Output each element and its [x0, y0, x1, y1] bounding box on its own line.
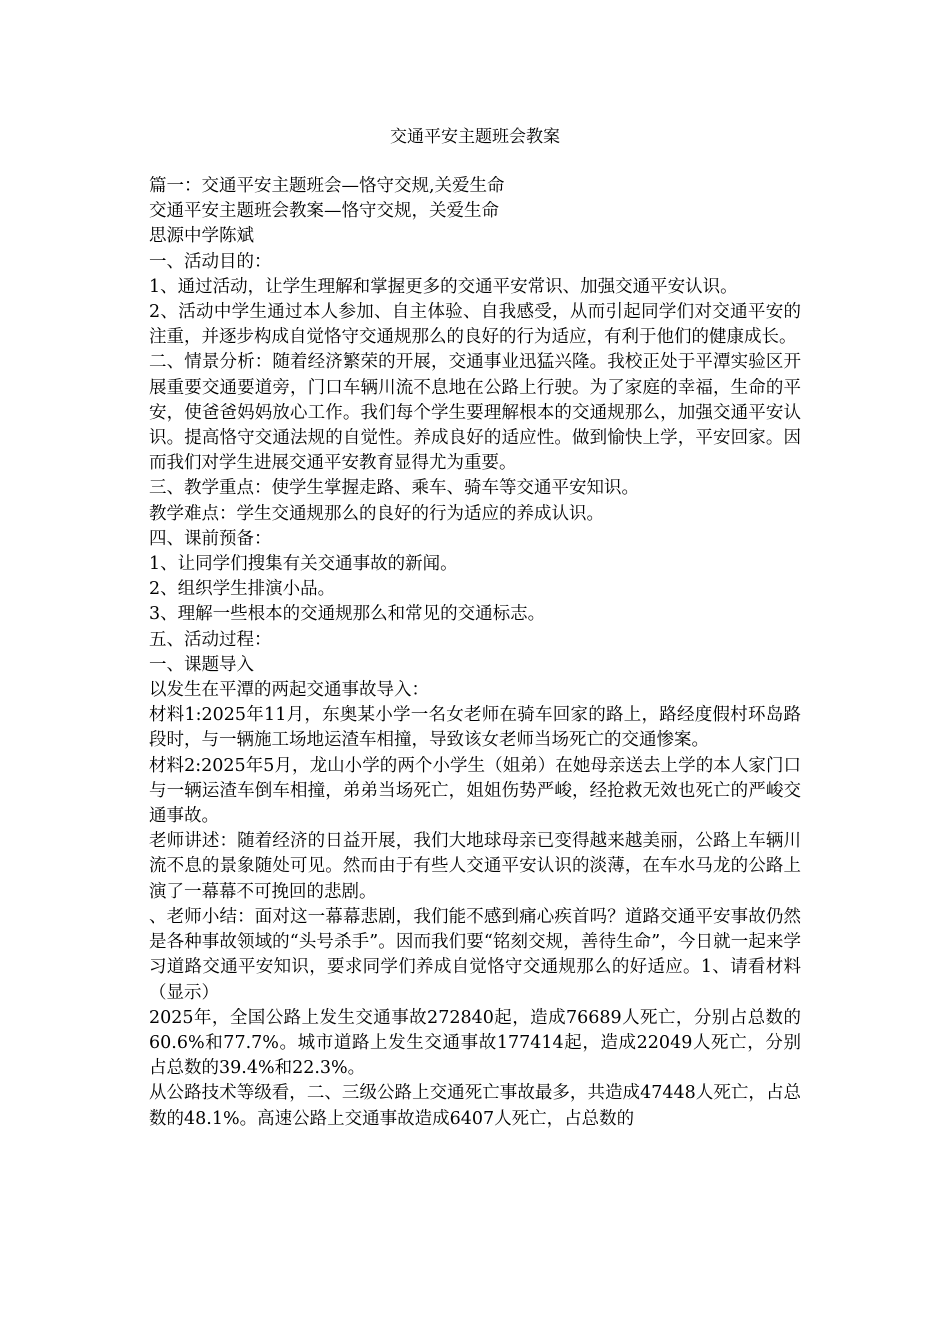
- paragraph: 3、理解一些根本的交通规那么和常见的交通标志。: [149, 604, 546, 625]
- paragraph: 一、课题导入: [149, 654, 254, 675]
- paragraph: 思源中学陈斌: [149, 226, 254, 247]
- paragraph: 1、通过活动，让学生理解和掌握更多的交通平安常识、加强交通平安认识。: [149, 276, 738, 297]
- paragraph: 从公路技术等级看，二、三级公路上交通死亡事故最多，共造成47448人死亡，占总数的48.1%。高速公路上交通事故造成6407人死亡，占总数的: [149, 1083, 801, 1129]
- paragraph: 、老师小结：面对这一幕幕悲剧，我们能不感到痛心疾首吗？道路交通平安事故仍然是各种事故领域的“头号杀手”。因而我们要“铭刻交规，善待生命”，今日就一起来学习道路交通平安知识，要求同学们养成自觉恪守交通规那么的好适应。1、请看材料（显示）: [149, 906, 801, 1003]
- paragraph: 一、活动目的：: [149, 251, 272, 272]
- paragraph: 材料2:2025年5月，龙山小学的两个小学生（姐弟）在她母亲送去上学的本人家门口与一辆运渣车倒车相撞，弟弟当场死亡，姐姐伤势严峻，经抢救无效也死亡的严峻交通事故。: [149, 755, 801, 827]
- paragraph: 四、课前预备：: [149, 528, 272, 549]
- paragraph: 五、活动过程：: [149, 629, 272, 650]
- document-body: [149, 174, 801, 1132]
- paragraph: 1、让同学们搜集有关交通事故的新闻。: [149, 554, 458, 575]
- document-title: 交通平安主题班会教案: [390, 127, 560, 147]
- paragraph: 二、情景分析：随着经济繁荣的开展，交通事业迅猛兴隆。我校正处于平潭实验区开展重要交通要道旁，门口车辆川流不息地在公路上行驶。为了家庭的幸福，生命的平安，使爸爸妈妈放心工作。我们每个学生要理解根本的交通规那么，加强交通平安认识。提高恪守交通法规的自觉性。养成良好的适应性。做到愉快上学，平安回家。因而我们对学生进展交通平安教育显得尤为重要。: [149, 352, 801, 474]
- paragraph: 2、活动中学生通过本人参加、自主体验、自我感受，从而引起同学们对交通平安的注重，并逐步构成自觉恪守交通规那么的良好的行为适应，有利于他们的健康成长。: [149, 302, 801, 348]
- paragraph: 三、教学重点：使学生掌握走路、乘车、骑车等交通平安知识。: [149, 478, 639, 499]
- paragraph: 材料1:2025年11月，东奥某小学一名女老师在骑车回家的路上，路经度假村环岛路段时，与一辆施工场地运渣车相撞，导致该女老师当场死亡的交通惨案。: [149, 705, 801, 751]
- paragraph: 以发生在平潭的两起交通事故导入：: [149, 680, 429, 701]
- paragraph: 2025年，全国公路上发生交通事故272840起，造成76689人死亡，分别占总数的60.6%和77.7%。城市道路上发生交通事故177414起，造成22049人死亡，分别占总数的39.4%和22.3%。: [149, 1007, 801, 1079]
- paragraph: 2、组织学生排演小品。: [149, 579, 336, 600]
- paragraph: 教学难点：学生交通规那么的良好的行为适应的养成认识。: [149, 503, 604, 524]
- paragraph: 交通平安主题班会教案—恪守交规，关爱生命: [149, 201, 499, 222]
- paragraph: 篇一：交通平安主题班会—恪守交规,关爱生命: [149, 176, 505, 196]
- paragraph: 老师讲述：随着经济的日益开展，我们大地球母亲已变得越来越美丽，公路上车辆川流不息的景象随处可见。然而由于有些人交通平安认识的淡薄，在车水马龙的公路上演了一幕幕不可挽回的悲剧。: [149, 831, 801, 902]
